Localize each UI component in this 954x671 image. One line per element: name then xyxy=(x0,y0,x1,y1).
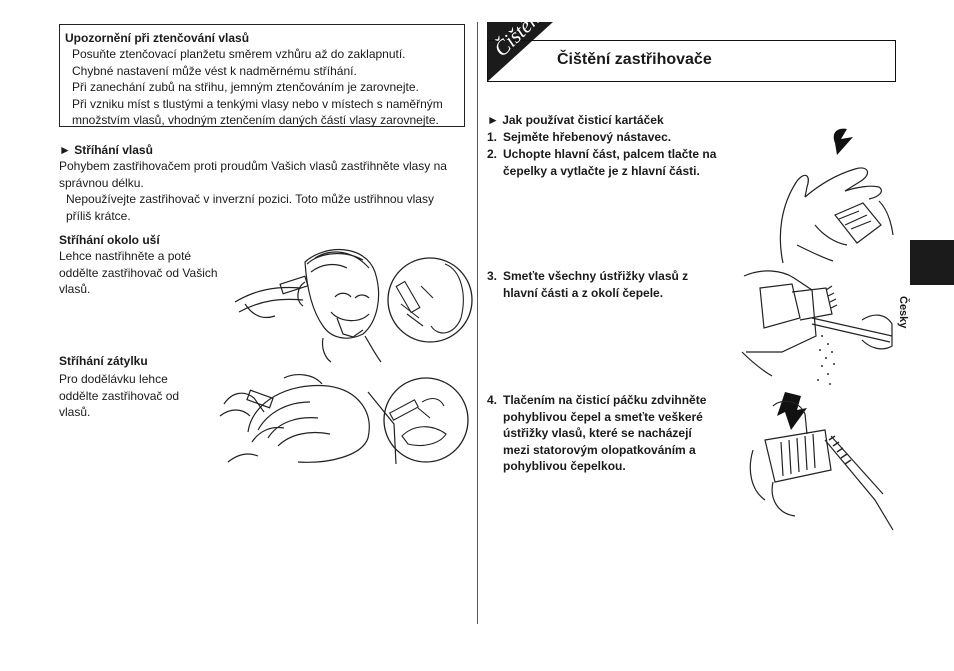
step-text: pohyblivou čepel a smeťte veškeré xyxy=(503,409,703,424)
step-number: 3. xyxy=(487,269,498,283)
ears-text xyxy=(59,248,218,298)
column-divider xyxy=(477,22,478,624)
nape-trimming-illustration xyxy=(218,372,473,464)
step-text: Smeťte všechny ústřižky vlasů z xyxy=(503,269,689,283)
language-tab xyxy=(910,240,954,285)
cleaning-tab-label: Čištění xyxy=(489,2,549,62)
step-1 xyxy=(487,129,747,146)
caution-line: Posuňte ztenčovací planžetu směrem vzhůru až do zaklapnutí. xyxy=(72,47,406,62)
cleaning-banner xyxy=(487,2,896,82)
caution-line: Při vzniku míst s tlustými a tenkými vlasy nebo v místech s naměřným xyxy=(72,96,443,111)
caution-title: Upozornění při ztenčování vlasů xyxy=(65,31,250,45)
ear-trimming-illustration xyxy=(235,242,475,362)
caution-box xyxy=(59,24,465,127)
nape-text xyxy=(59,371,179,421)
step-number: 1. xyxy=(487,130,498,144)
step-text: pohyblivou čepelkou. xyxy=(503,459,626,474)
step-number: 2. xyxy=(487,147,498,161)
nape-heading: Stříhání zátylku xyxy=(59,354,148,368)
cutting-note-line: Nepoužívejte zastřihovač v inverzní pozici. Toto může ustřihnou vlasy xyxy=(66,192,434,206)
step-2 xyxy=(487,146,757,179)
step-text: Sejměte hřebenový nástavec. xyxy=(503,130,672,144)
nape-text-line: vlasů. xyxy=(59,405,91,420)
language-label: Česky xyxy=(897,296,909,329)
brush-body-illustration xyxy=(742,266,894,390)
brush-heading: ► Jak používat čisticí kartáček xyxy=(487,113,664,127)
lift-blade-illustration xyxy=(745,390,895,530)
step-text: ústřižky vlasů, které se nacházejí xyxy=(503,426,692,441)
cleaning-title: Čištění zastřihovače xyxy=(557,51,712,68)
nape-text-line: Pro dodělávku lehce xyxy=(59,372,168,386)
cutting-body-line: správnou délku. xyxy=(59,175,144,190)
step-3 xyxy=(487,268,737,301)
step-text: Uchopte hlavní část, palcem tlačte na xyxy=(503,147,717,161)
caution-line: množstvím vlasů, vhodným ztenčením daných částí vlasy zarovnejte. xyxy=(72,113,439,128)
ears-text-line: Lehce nastřihněte a poté xyxy=(59,249,192,263)
ears-text-line: vlasů. xyxy=(59,282,91,297)
step-4 xyxy=(487,392,747,475)
step-text: Tlačením na čisticí páčku zdvihněte xyxy=(503,393,707,407)
caution-line: Při zanechání zubů na střihu, jemným ztenčováním je zarovnejte. xyxy=(72,80,419,95)
step-text: čepelky a vytlačte je z hlavní části. xyxy=(503,163,700,178)
step-text: hlavní části a z okolí čepele. xyxy=(503,285,664,300)
step-number: 4. xyxy=(487,393,498,407)
remove-blade-illustration xyxy=(775,125,895,265)
ears-text-line: oddělte zastřihovač od Vašich xyxy=(59,265,218,280)
caution-line: Chybné nastavení může vést k nadměrnému stříhání. xyxy=(72,63,357,78)
cutting-body-line: Pohybem zastřihovačem proti proudům Vašich vlasů zastřihněte vlasy na xyxy=(59,159,447,173)
cutting-note xyxy=(66,191,434,224)
step-text: mezi statorovým olopatkováním a xyxy=(503,442,696,457)
cutting-body xyxy=(59,158,447,191)
nape-text-line: oddělte zastřihovač od xyxy=(59,388,180,403)
ears-heading: Stříhání okolo uší xyxy=(59,233,160,247)
cutting-heading: ► Stříhání vlasů xyxy=(59,143,153,157)
cutting-note-line: příliš krátce. xyxy=(66,208,131,223)
